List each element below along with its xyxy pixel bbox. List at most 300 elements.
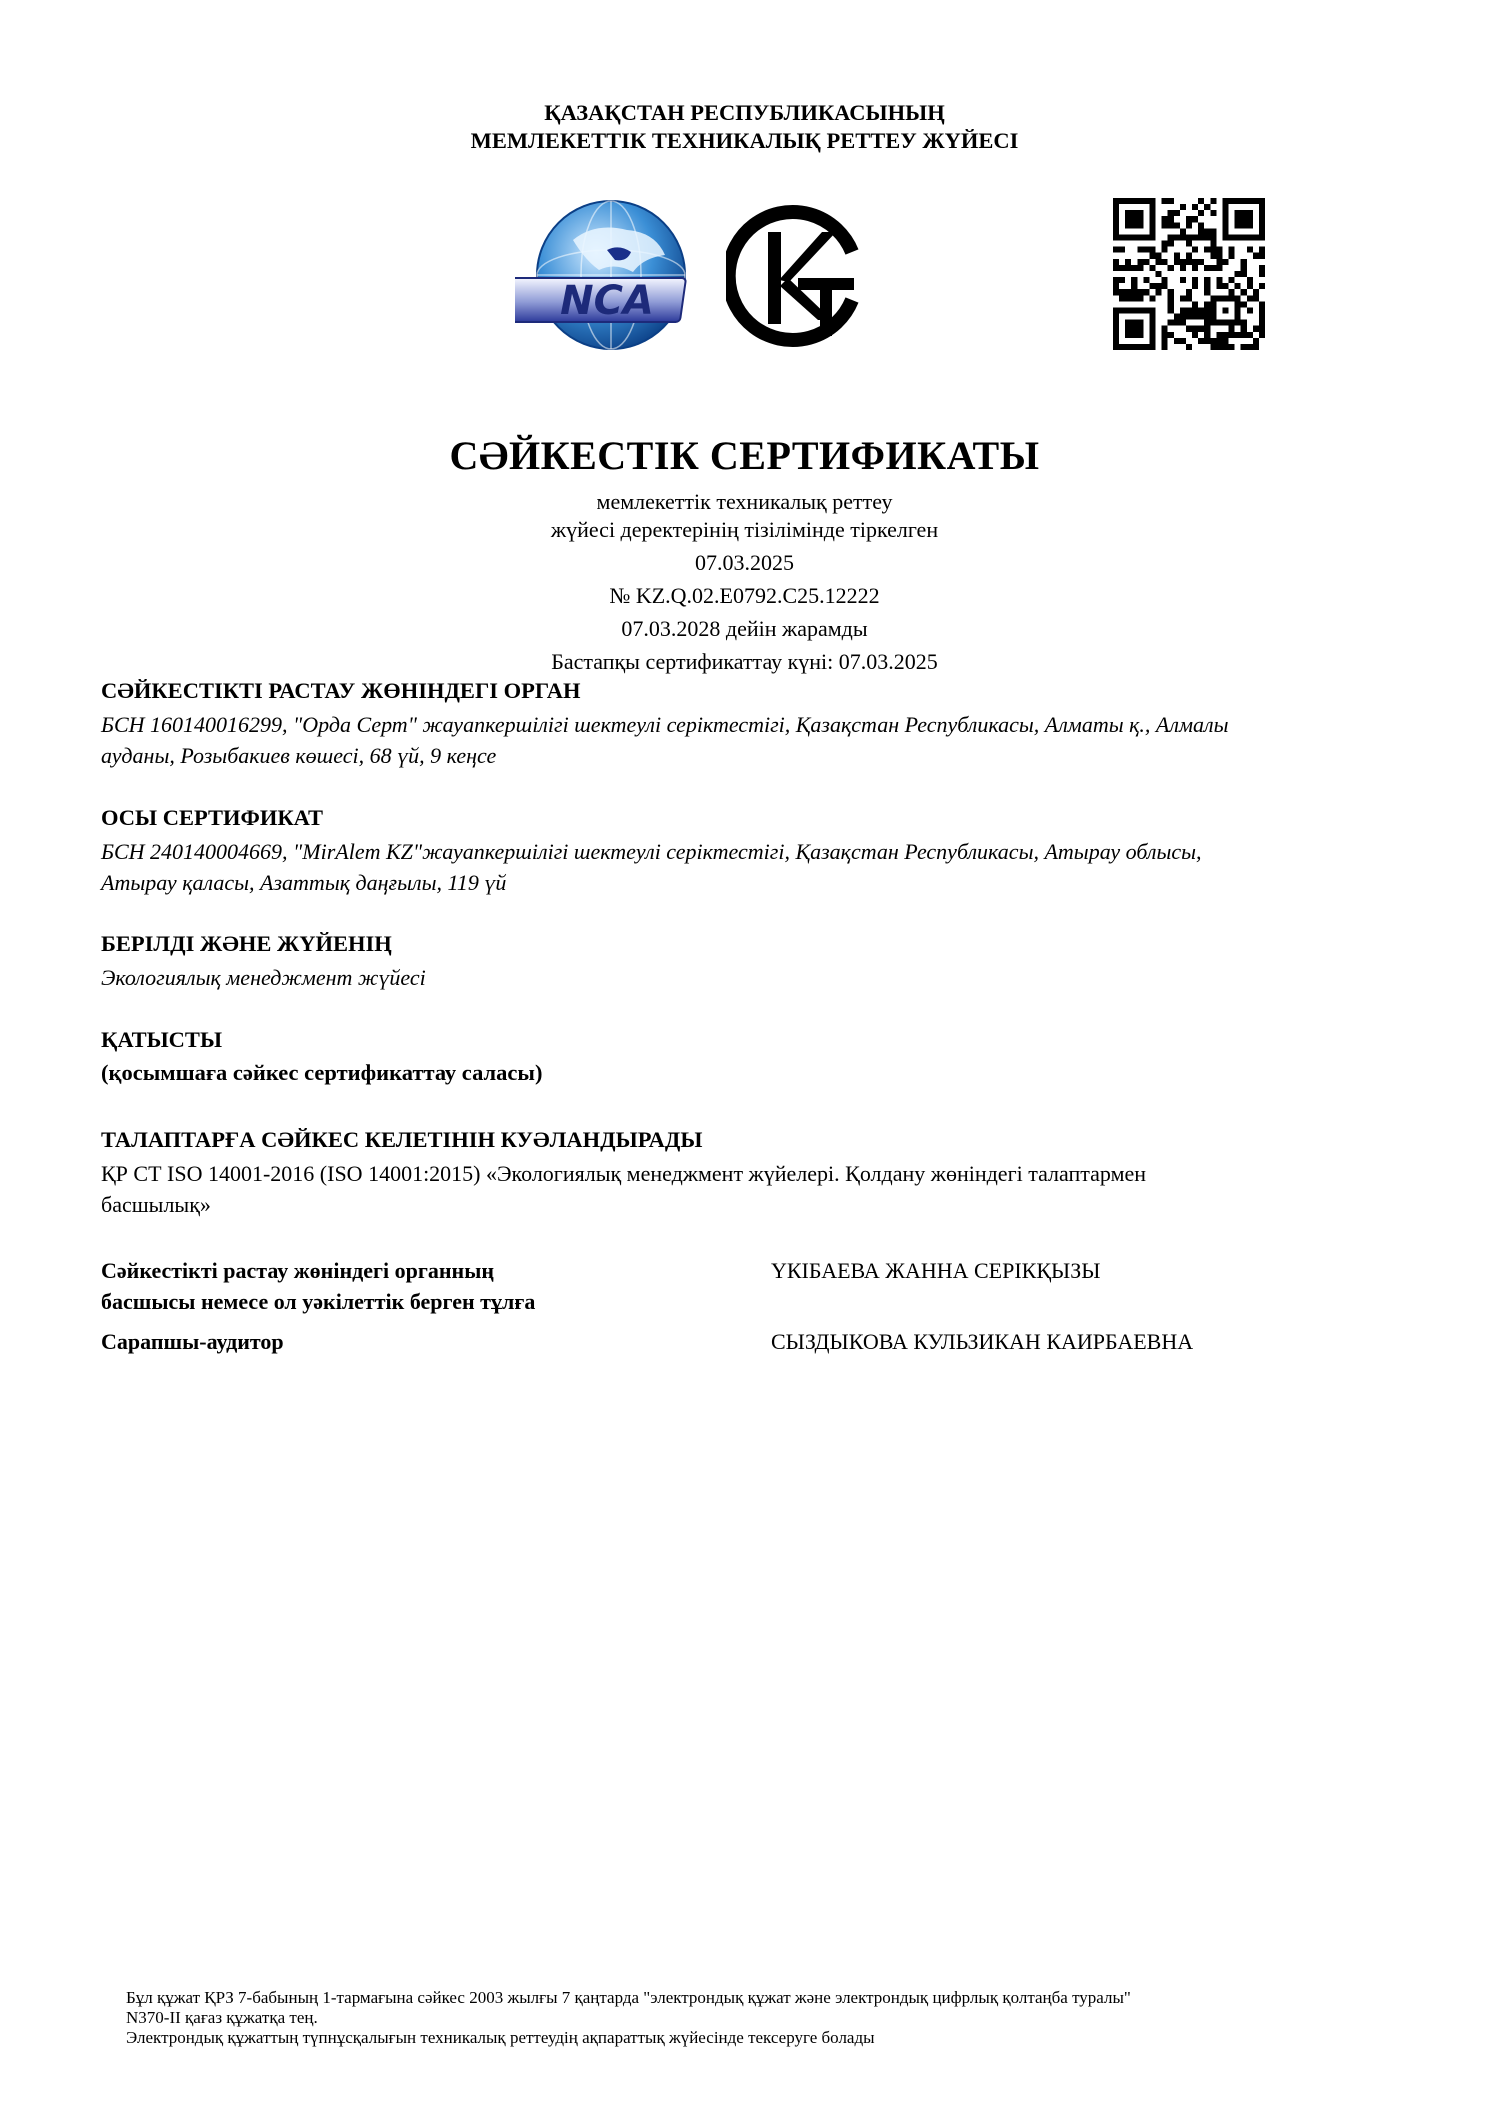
qr-module bbox=[1241, 222, 1247, 228]
qr-module bbox=[1131, 234, 1137, 240]
qr-module bbox=[1192, 326, 1198, 332]
qr-module bbox=[1235, 210, 1241, 216]
qr-module bbox=[1241, 259, 1247, 265]
qr-module bbox=[1149, 198, 1155, 204]
qr-module bbox=[1137, 265, 1143, 271]
qr-module bbox=[1131, 307, 1137, 313]
qr-module bbox=[1235, 301, 1241, 307]
head-label-line-1: Сәйкестікті растау жөніндегі органның bbox=[101, 1258, 495, 1283]
qr-module bbox=[1113, 222, 1119, 228]
qr-module bbox=[1137, 234, 1143, 240]
qr-module bbox=[1137, 222, 1143, 228]
qr-module bbox=[1247, 277, 1253, 283]
qr-module bbox=[1186, 295, 1192, 301]
qr-module bbox=[1210, 198, 1216, 204]
qr-module bbox=[1186, 241, 1192, 247]
qr-module bbox=[1149, 283, 1155, 289]
qr-module bbox=[1198, 338, 1204, 344]
qr-module bbox=[1241, 234, 1247, 240]
qr-module bbox=[1192, 332, 1198, 338]
qr-module bbox=[1143, 289, 1149, 295]
qr-module bbox=[1235, 222, 1241, 228]
qr-module bbox=[1192, 283, 1198, 289]
qr-module bbox=[1216, 265, 1222, 271]
qr-module bbox=[1216, 247, 1222, 253]
qr-module bbox=[1125, 307, 1131, 313]
qr-module bbox=[1186, 344, 1192, 350]
qr-module bbox=[1131, 320, 1137, 326]
qr-module bbox=[1174, 210, 1180, 216]
qr-module bbox=[1229, 247, 1235, 253]
qr-module bbox=[1168, 234, 1174, 240]
qr-module bbox=[1168, 332, 1174, 338]
qr-module bbox=[1162, 222, 1168, 228]
qr-module bbox=[1229, 344, 1235, 350]
qr-module bbox=[1186, 234, 1192, 240]
qr-module bbox=[1204, 301, 1210, 307]
qr-module bbox=[1216, 295, 1222, 301]
qr-module bbox=[1180, 314, 1186, 320]
qr-module bbox=[1210, 228, 1216, 234]
qr-module bbox=[1174, 259, 1180, 265]
qr-module bbox=[1198, 198, 1204, 204]
qr-code bbox=[1113, 198, 1265, 350]
qr-module bbox=[1259, 320, 1265, 326]
qr-module bbox=[1216, 344, 1222, 350]
qr-module bbox=[1204, 277, 1210, 283]
qr-module bbox=[1149, 265, 1155, 271]
qr-module bbox=[1174, 253, 1180, 259]
scope-heading: ҚАТЫСТЫ bbox=[101, 1027, 223, 1052]
qr-module bbox=[1259, 314, 1265, 320]
qr-module bbox=[1259, 228, 1265, 234]
qr-module bbox=[1247, 295, 1253, 301]
qr-module bbox=[1180, 228, 1186, 234]
qr-module bbox=[1241, 289, 1247, 295]
qr-module bbox=[1125, 332, 1131, 338]
requirements-line-1: ҚР СТ ISO 14001-2016 (ISO 14001:2015) «Экологиялық менеджмент жүйелері. Қолдану жөніндегі талаптармен bbox=[101, 1161, 1147, 1186]
qr-module bbox=[1192, 314, 1198, 320]
qr-module bbox=[1241, 210, 1247, 216]
qr-module bbox=[1253, 234, 1259, 240]
nca-globe-logo bbox=[515, 200, 700, 350]
qr-module bbox=[1113, 326, 1119, 332]
qr-module bbox=[1131, 332, 1137, 338]
qr-module bbox=[1216, 320, 1222, 326]
auditor-label: Сарапшы-аудитор bbox=[101, 1329, 284, 1354]
qr-module bbox=[1241, 271, 1247, 277]
qr-module bbox=[1113, 259, 1119, 265]
qr-module bbox=[1162, 216, 1168, 222]
qr-module bbox=[1229, 332, 1235, 338]
qr-module bbox=[1198, 210, 1204, 216]
qr-module bbox=[1149, 216, 1155, 222]
qr-module bbox=[1229, 320, 1235, 326]
qr-module bbox=[1137, 210, 1143, 216]
qr-module bbox=[1204, 338, 1210, 344]
qr-module bbox=[1204, 326, 1210, 332]
qr-module bbox=[1259, 283, 1265, 289]
qr-module bbox=[1186, 314, 1192, 320]
qr-module bbox=[1222, 259, 1228, 265]
qr-module bbox=[1192, 259, 1198, 265]
system-text: Экологиялық менеджмент жүйесі bbox=[101, 965, 426, 990]
qr-module bbox=[1113, 234, 1119, 240]
qr-module bbox=[1222, 295, 1228, 301]
auditor-name: СЫЗДЫКОВА КУЛЬЗИКАН КАИРБАЕВНА bbox=[771, 1329, 1194, 1354]
qr-module bbox=[1131, 222, 1137, 228]
qr-module bbox=[1210, 338, 1216, 344]
qr-module bbox=[1180, 338, 1186, 344]
qr-module bbox=[1131, 216, 1137, 222]
qr-module bbox=[1241, 326, 1247, 332]
qr-module bbox=[1180, 295, 1186, 301]
qr-module bbox=[1149, 338, 1155, 344]
qr-module bbox=[1229, 289, 1235, 295]
qr-module bbox=[1113, 198, 1119, 204]
qr-module bbox=[1168, 216, 1174, 222]
qr-module bbox=[1162, 259, 1168, 265]
qr-module bbox=[1186, 307, 1192, 313]
qr-module bbox=[1204, 265, 1210, 271]
qr-module bbox=[1125, 259, 1131, 265]
qr-module bbox=[1253, 344, 1259, 350]
qr-module bbox=[1113, 307, 1119, 313]
qr-module bbox=[1235, 332, 1241, 338]
qr-module bbox=[1259, 204, 1265, 210]
qr-module bbox=[1241, 344, 1247, 350]
qr-module bbox=[1113, 289, 1119, 295]
qr-module bbox=[1192, 234, 1198, 240]
qr-module bbox=[1180, 259, 1186, 265]
qr-module bbox=[1235, 307, 1241, 313]
qr-module bbox=[1204, 228, 1210, 234]
qr-module bbox=[1143, 307, 1149, 313]
qr-module bbox=[1222, 216, 1228, 222]
qr-module bbox=[1119, 234, 1125, 240]
registry-line-1: мемлекеттік техникалық реттеу bbox=[596, 489, 893, 514]
qr-module bbox=[1137, 247, 1143, 253]
qr-module bbox=[1210, 265, 1216, 271]
qr-module bbox=[1210, 253, 1216, 259]
qr-module bbox=[1137, 332, 1143, 338]
qr-module bbox=[1119, 265, 1125, 271]
qr-module bbox=[1216, 259, 1222, 265]
qr-module bbox=[1210, 241, 1216, 247]
qr-module bbox=[1137, 320, 1143, 326]
certificate-title: СӘЙКЕСТІК СЕРТИФИКАТЫ bbox=[449, 433, 1040, 478]
qr-module bbox=[1229, 198, 1235, 204]
qr-module bbox=[1186, 253, 1192, 259]
qr-module bbox=[1119, 277, 1125, 283]
qr-module bbox=[1198, 314, 1204, 320]
qr-module bbox=[1168, 210, 1174, 216]
qr-module bbox=[1235, 198, 1241, 204]
qr-module bbox=[1259, 222, 1265, 228]
kt-conformity-mark bbox=[726, 202, 866, 350]
footer-line-3: Электрондық құжаттың түпнұсқалығын техникалық реттеудің ақпараттық жүйесінде тексеруге болады bbox=[126, 2028, 875, 2047]
qr-module bbox=[1137, 326, 1143, 332]
qr-module bbox=[1168, 295, 1174, 301]
qr-module bbox=[1137, 295, 1143, 301]
qr-module bbox=[1259, 216, 1265, 222]
qr-module bbox=[1204, 307, 1210, 313]
qr-module bbox=[1125, 295, 1131, 301]
qr-module bbox=[1204, 289, 1210, 295]
qr-module bbox=[1192, 247, 1198, 253]
organ-text-line-1: БСН 160140016299, "Орда Серт" жауапкершілігі шектеулі серіктестігі, Қазақстан Республикасы, Алматы қ., Алмалы bbox=[101, 712, 1229, 737]
qr-module bbox=[1143, 247, 1149, 253]
qr-module bbox=[1113, 265, 1119, 271]
qr-module bbox=[1168, 289, 1174, 295]
qr-module bbox=[1162, 283, 1168, 289]
qr-module bbox=[1241, 332, 1247, 338]
certificate-number: № KZ.Q.02.E0792.C25.12222 bbox=[609, 583, 880, 608]
qr-module bbox=[1247, 247, 1253, 253]
qr-module bbox=[1156, 253, 1162, 259]
qr-module bbox=[1204, 247, 1210, 253]
qr-module bbox=[1210, 247, 1216, 253]
qr-module bbox=[1210, 307, 1216, 313]
qr-module bbox=[1235, 216, 1241, 222]
qr-module bbox=[1143, 259, 1149, 265]
qr-module bbox=[1168, 265, 1174, 271]
qr-module bbox=[1247, 198, 1253, 204]
qr-module bbox=[1119, 344, 1125, 350]
head-label-line-2: басшысы немесе ол уәкілеттік берген тұлға bbox=[101, 1289, 536, 1314]
qr-module bbox=[1131, 289, 1137, 295]
qr-module bbox=[1192, 307, 1198, 313]
qr-module bbox=[1149, 314, 1155, 320]
qr-module bbox=[1137, 289, 1143, 295]
qr-module bbox=[1113, 228, 1119, 234]
qr-module bbox=[1235, 271, 1241, 277]
qr-module bbox=[1156, 289, 1162, 295]
qr-module bbox=[1247, 210, 1253, 216]
qr-module bbox=[1149, 326, 1155, 332]
qr-module bbox=[1149, 204, 1155, 210]
qr-module bbox=[1192, 277, 1198, 283]
qr-module bbox=[1222, 320, 1228, 326]
qr-module bbox=[1119, 198, 1125, 204]
qr-module bbox=[1259, 307, 1265, 313]
system-heading: БЕРІЛДІ ЖӘНЕ ЖҮЙЕНІҢ bbox=[101, 931, 392, 956]
qr-module bbox=[1131, 326, 1137, 332]
qr-module bbox=[1137, 344, 1143, 350]
qr-module bbox=[1131, 295, 1137, 301]
qr-module bbox=[1125, 289, 1131, 295]
qr-module bbox=[1229, 295, 1235, 301]
qr-module bbox=[1235, 234, 1241, 240]
qr-module bbox=[1192, 216, 1198, 222]
qr-module bbox=[1222, 307, 1228, 313]
qr-module bbox=[1119, 289, 1125, 295]
qr-module bbox=[1259, 253, 1265, 259]
qr-module bbox=[1149, 228, 1155, 234]
qr-module bbox=[1198, 307, 1204, 313]
qr-module bbox=[1143, 277, 1149, 283]
qr-module bbox=[1149, 295, 1155, 301]
qr-module bbox=[1222, 344, 1228, 350]
qr-module bbox=[1253, 295, 1259, 301]
qr-module bbox=[1137, 307, 1143, 313]
qr-module bbox=[1204, 332, 1210, 338]
qr-module bbox=[1210, 234, 1216, 240]
qr-module bbox=[1180, 277, 1186, 283]
qr-module bbox=[1113, 338, 1119, 344]
qr-module bbox=[1156, 271, 1162, 277]
holder-text-line-1: БСН 240140004669, "MirAlem KZ"жауапкершілігі шектеулі серіктестігі, Қазақстан Республикасы, Атырау облысы, bbox=[101, 839, 1202, 864]
footer-line-1: Бұл құжат ҚРЗ 7-бабының 1-тармағына сәйкес 2003 жылғы 7 қаңтарда "электрондық құжат және электрондық цифрлық қолтаңба туралы" bbox=[126, 1988, 1131, 2007]
qr-module bbox=[1204, 234, 1210, 240]
qr-module bbox=[1259, 332, 1265, 338]
qr-module bbox=[1174, 320, 1180, 326]
qr-module bbox=[1222, 283, 1228, 289]
qr-module bbox=[1113, 247, 1119, 253]
qr-module bbox=[1137, 198, 1143, 204]
qr-module bbox=[1247, 283, 1253, 289]
qr-module bbox=[1216, 338, 1222, 344]
qr-module bbox=[1149, 320, 1155, 326]
qr-module bbox=[1216, 332, 1222, 338]
qr-module bbox=[1216, 283, 1222, 289]
qr-module bbox=[1125, 216, 1131, 222]
qr-module bbox=[1168, 198, 1174, 204]
qr-module bbox=[1156, 259, 1162, 265]
qr-module bbox=[1149, 210, 1155, 216]
qr-module bbox=[1192, 204, 1198, 210]
qr-module bbox=[1259, 265, 1265, 271]
qr-module bbox=[1113, 277, 1119, 283]
qr-module bbox=[1186, 222, 1192, 228]
qr-module bbox=[1125, 210, 1131, 216]
qr-module bbox=[1222, 198, 1228, 204]
qr-module bbox=[1253, 253, 1259, 259]
qr-module bbox=[1216, 277, 1222, 283]
qr-module bbox=[1180, 265, 1186, 271]
qr-module bbox=[1149, 234, 1155, 240]
qr-module bbox=[1125, 198, 1131, 204]
qr-module bbox=[1113, 204, 1119, 210]
qr-module bbox=[1162, 332, 1168, 338]
qr-module bbox=[1113, 344, 1119, 350]
initial-cert-date: Бастапқы сертификаттау күні: 07.03.2025 bbox=[551, 649, 938, 674]
qr-module bbox=[1235, 283, 1241, 289]
qr-module bbox=[1216, 253, 1222, 259]
qr-module bbox=[1210, 295, 1216, 301]
qr-module bbox=[1259, 271, 1265, 277]
qr-module bbox=[1198, 228, 1204, 234]
qr-module bbox=[1198, 326, 1204, 332]
qr-module bbox=[1222, 234, 1228, 240]
qr-module bbox=[1241, 301, 1247, 307]
qr-module bbox=[1259, 301, 1265, 307]
qr-module bbox=[1222, 222, 1228, 228]
qr-module bbox=[1113, 283, 1119, 289]
qr-module bbox=[1131, 265, 1137, 271]
qr-module bbox=[1198, 222, 1204, 228]
qr-module bbox=[1149, 332, 1155, 338]
qr-module bbox=[1149, 307, 1155, 313]
qr-module bbox=[1241, 216, 1247, 222]
qr-module bbox=[1210, 344, 1216, 350]
qr-module bbox=[1186, 216, 1192, 222]
qr-module bbox=[1149, 344, 1155, 350]
qr-module bbox=[1168, 320, 1174, 326]
qr-module bbox=[1162, 247, 1168, 253]
qr-module bbox=[1119, 247, 1125, 253]
qr-module bbox=[1222, 228, 1228, 234]
organ-text-line-2: ауданы, Розыбакиев көшесі, 68 үй, 9 кеңсе bbox=[101, 743, 497, 768]
organ-heading: СӘЙКЕСТІКТІ РАСТАУ ЖӨНІНДЕГІ ОРГАН bbox=[101, 678, 581, 703]
qr-module bbox=[1137, 259, 1143, 265]
header-line-2: МЕМЛЕКЕТТІК ТЕХНИКАЛЫҚ РЕТТЕУ ЖҮЙЕСІ bbox=[470, 128, 1019, 153]
qr-module bbox=[1168, 241, 1174, 247]
qr-module bbox=[1210, 210, 1216, 216]
scope-text: (қосымшаға сәйкес сертификаттау саласы) bbox=[101, 1060, 543, 1085]
qr-module bbox=[1180, 307, 1186, 313]
qr-module bbox=[1168, 307, 1174, 313]
qr-module bbox=[1113, 314, 1119, 320]
qr-module bbox=[1253, 326, 1259, 332]
qr-module bbox=[1125, 265, 1131, 271]
qr-module bbox=[1143, 344, 1149, 350]
qr-module bbox=[1131, 198, 1137, 204]
qr-module bbox=[1180, 204, 1186, 210]
valid-until: 07.03.2028 дейін жарамды bbox=[621, 616, 868, 641]
qr-module bbox=[1198, 259, 1204, 265]
qr-module bbox=[1125, 326, 1131, 332]
holder-text-line-2: Атырау қаласы, Азаттық даңғылы, 119 үй bbox=[101, 870, 507, 895]
qr-module bbox=[1162, 198, 1168, 204]
qr-module bbox=[1162, 338, 1168, 344]
qr-module bbox=[1247, 234, 1253, 240]
qr-module bbox=[1259, 210, 1265, 216]
qr-module bbox=[1204, 204, 1210, 210]
qr-module bbox=[1222, 210, 1228, 216]
qr-module bbox=[1204, 283, 1210, 289]
qr-module bbox=[1125, 320, 1131, 326]
registry-line-2: жүйесі деректерінің тізілімінде тіркелген bbox=[550, 517, 939, 542]
qr-module bbox=[1131, 277, 1137, 283]
qr-module bbox=[1259, 198, 1265, 204]
qr-module bbox=[1235, 295, 1241, 301]
qr-module bbox=[1168, 301, 1174, 307]
qr-module bbox=[1210, 314, 1216, 320]
qr-module bbox=[1247, 332, 1253, 338]
qr-module bbox=[1235, 320, 1241, 326]
qr-module bbox=[1180, 320, 1186, 326]
qr-module bbox=[1174, 314, 1180, 320]
qr-module bbox=[1131, 283, 1137, 289]
qr-module bbox=[1192, 265, 1198, 271]
qr-module bbox=[1149, 247, 1155, 253]
qr-module bbox=[1156, 283, 1162, 289]
qr-module bbox=[1180, 234, 1186, 240]
qr-module bbox=[1119, 295, 1125, 301]
qr-module bbox=[1253, 289, 1259, 295]
qr-module bbox=[1119, 307, 1125, 313]
requirements-heading: ТАЛАПТАРҒА СӘЙКЕС КЕЛЕТІНІН КУӘЛАНДЫРАДЫ bbox=[101, 1127, 703, 1152]
qr-module bbox=[1235, 314, 1241, 320]
qr-module bbox=[1125, 234, 1131, 240]
qr-module bbox=[1149, 253, 1155, 259]
qr-module bbox=[1125, 344, 1131, 350]
qr-module bbox=[1259, 326, 1265, 332]
qr-module bbox=[1186, 259, 1192, 265]
header-line-1: ҚАЗАҚСТАН РЕСПУБЛИКАСЫНЫҢ bbox=[544, 100, 945, 125]
qr-module bbox=[1210, 301, 1216, 307]
